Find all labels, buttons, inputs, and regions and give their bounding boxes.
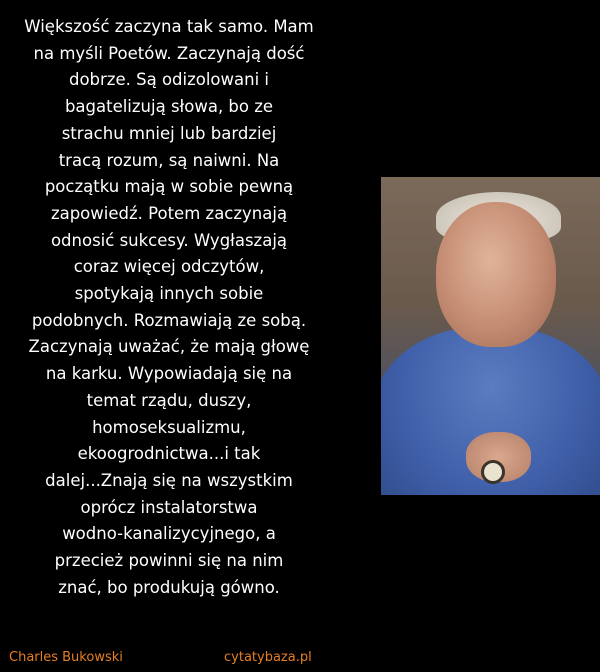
- author-name[interactable]: Charles Bukowski: [9, 650, 123, 665]
- photo-watch: [481, 460, 505, 484]
- photo-face: [436, 202, 556, 347]
- quote-text: Większość zaczyna tak samo. Mam na myśli Poetów. Zaczynają dość dobrze. Są odizolowani i bagatelizują słowa, bo ze strachu mniej lub bardziej tracą rozum, są naiwni. Na początku mają w sobie pewną zapowiedź. Potem zaczynają odnosić sukcesy. Wygłaszają coraz więcej odczytów, spotykają innych sobie podobnych. Rozmawiają ze sobą. Zaczynają uważać, że mają głowę na karku. Wypowiadają się na temat rządu, duszy, homoseksualizmu, ekoogrodnictwa...i tak dalej...Znają się na wszystkim oprócz instalatorstwa wodno-kanalizycyjnego, a przecież powinni się na nim znać, bo produkują gówno.: [24, 17, 314, 597]
- site-name[interactable]: cytatybaza.pl: [224, 650, 312, 665]
- author-photo: [381, 177, 600, 495]
